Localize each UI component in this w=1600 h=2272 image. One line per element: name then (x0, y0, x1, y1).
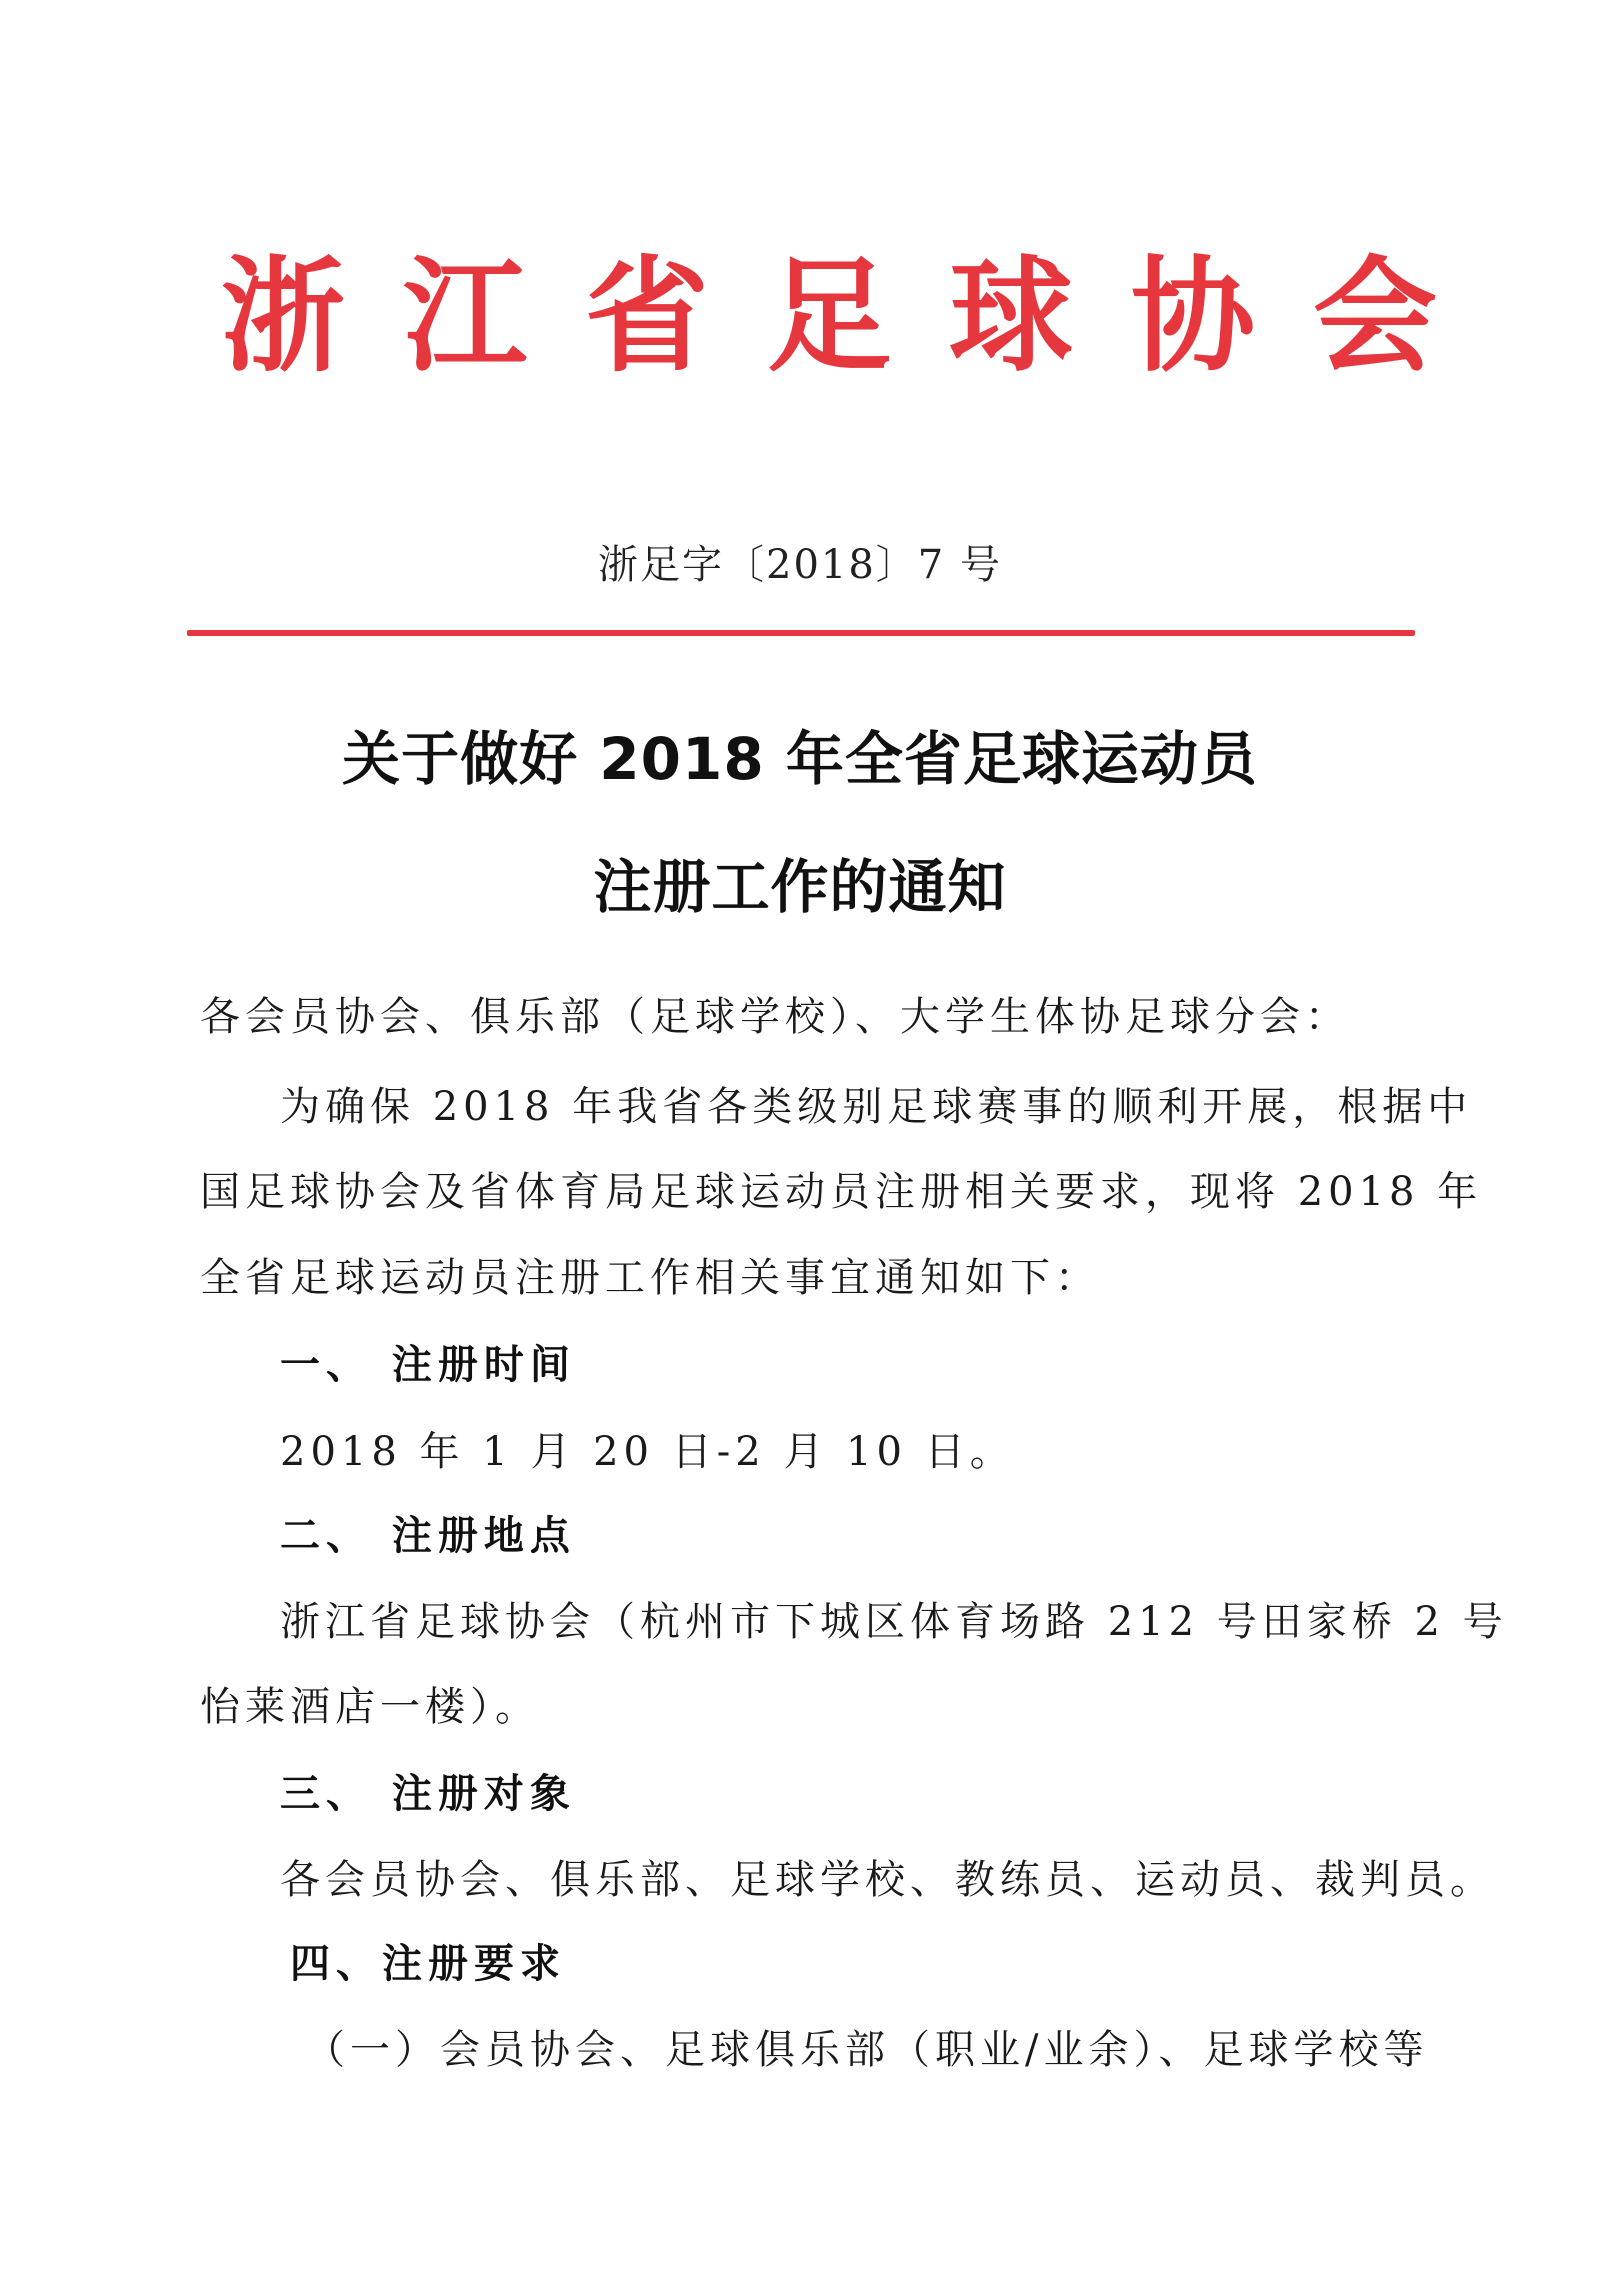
section-location-line-2: 怡莱酒店一楼）。 (200, 1684, 540, 1730)
section-time-text: 2018 年 1 月 20 日-2 月 10 日。 (280, 1429, 1015, 1475)
salutation: 各会员协会、俱乐部（足球学校）、大学生体协足球分会： (200, 994, 1350, 1040)
notice-title-line-2: 注册工作的通知 (593, 853, 1007, 921)
intro-line-1: 为确保 2018 年我省各类级别足球赛事的顺利开展，根据中 (280, 1084, 1473, 1130)
notice-title-line-1: 关于做好 2018 年全省足球运动员 (342, 725, 1258, 793)
intro-line-2: 国足球协会及省体育局足球运动员注册相关要求，现将 2018 年 (200, 1169, 1483, 1215)
section-target-text: 各会员协会、俱乐部、足球学校、教练员、运动员、裁判员。 (280, 1857, 1495, 1903)
section-heading-location: 二、 注册地点 (280, 1513, 576, 1559)
red-divider-line (187, 630, 1415, 636)
section-requirements-line-1: （一）会员协会、足球俱乐部（职业/业余）、足球学校等 (305, 2027, 1429, 2073)
section-location-line-1: 浙江省足球协会（杭州市下城区体育场路 212 号田家桥 2 号 (280, 1599, 1508, 1645)
section-heading-time: 一、 注册时间 (280, 1342, 576, 1388)
letterhead-title: 浙江省足球协会 (220, 245, 1495, 389)
intro-line-3: 全省足球运动员注册工作相关事宜通知如下： (200, 1255, 1100, 1301)
section-heading-requirements: 四、注册要求 (290, 1941, 566, 1987)
section-heading-target: 三、 注册对象 (280, 1771, 576, 1817)
document-number: 浙足字〔2018〕7 号 (598, 542, 1002, 588)
